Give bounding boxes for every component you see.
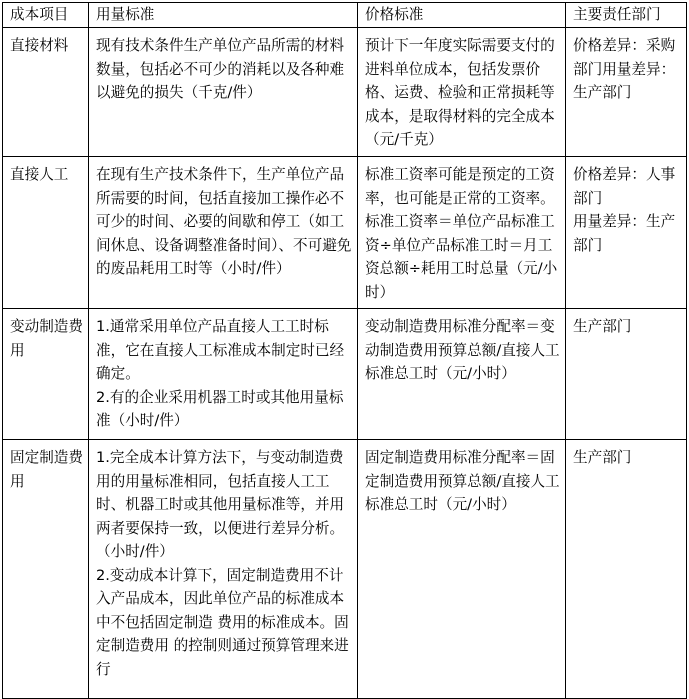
cell-cost-item: 直接材料: [3, 28, 89, 157]
cell-price-standard: [358, 157, 566, 309]
cell-usage-standard: [89, 309, 358, 440]
price-text: 固定制造费用标准分配率＝固 定制造费用预算总额/直接人工标准总工时（元/小时）: [365, 449, 560, 513]
cell-usage-standard: [89, 157, 358, 309]
cell-responsible-dept: [566, 28, 687, 157]
table-row-direct-material: [3, 28, 687, 157]
cell-price-standard: [358, 440, 566, 699]
cell-responsible-dept: [566, 157, 687, 309]
price-text: 标准工资率可能是预定的工资率，也可能是正常的工资率。标准工资率＝单位产品标准工资÷单位产品标准工时＝月工资总额÷耗用工时总量（元/小时）: [365, 166, 558, 301]
usage-text: 1.完全成本计算方法下，与变动制造费用的用量标准相同，包括直接人工工时、机器工时或其他用量标准等，并用两者要保持一致，以便进行差异分析。（小时/件）: [96, 449, 345, 560]
header-responsible-dept: 主要责任部门: [566, 3, 687, 28]
price-text: 变动制造费用标准分配率＝变动制造费用预算总额/直接人工标准总工时（元/小时）: [365, 318, 560, 382]
price-text: 预计下一年度实际需要支付的进料单位成本，包括发票价格、运费、检验和正常损耗等成本，是取得材料的完全成本（元/千克）: [365, 37, 555, 148]
dept-text: 生产部门: [573, 318, 632, 335]
usage-text: 2.变动成本计算下，固定制造费用不计入产品成本，因此单位产品的标准成本中不包括固定制造 费用的标准成本。固定制造费用 的控制则通过预算管理来进行: [96, 566, 349, 678]
standard-cost-table: [2, 2, 687, 699]
usage-text: 现有技术条件生产单位产品所需的材料数量，包括必不可少的消耗以及各种难以避免的损失（千克/件）: [96, 37, 345, 101]
dept-text: 用量差异：生产部门: [573, 213, 676, 254]
cell-cost-item: 变动制造费用: [3, 309, 89, 440]
cell-cost-item: 固定制造费用: [3, 440, 89, 699]
usage-text: 2.有的企业采用机器工时或其他用量标准（小时/件）: [96, 388, 344, 429]
cell-responsible-dept: [566, 440, 687, 699]
cell-usage-standard: [89, 440, 358, 699]
header-price-standard: 价格标准: [358, 3, 566, 28]
table-header-row: [3, 3, 687, 28]
cell-price-standard: [358, 309, 566, 440]
cell-usage-standard: [89, 28, 358, 157]
table-row-fixed-overhead: [3, 440, 687, 699]
header-usage-standard: 用量标准: [89, 3, 358, 28]
table-row-variable-overhead: [3, 309, 687, 440]
cell-responsible-dept: [566, 309, 687, 440]
header-cost-item: 成本项目: [3, 3, 89, 28]
table-row-direct-labor: [3, 157, 687, 309]
cell-price-standard: [358, 28, 566, 157]
usage-text: 1.通常采用单位产品直接人工工时标准，它在直接人工标准成本制定时已经确定。: [96, 318, 345, 382]
dept-text: 生产部门: [573, 449, 632, 466]
cell-cost-item: 直接人工: [3, 157, 89, 309]
dept-text: 价格差异：人事部门: [573, 166, 676, 207]
dept-text: 价格差异：采购部门用量差异：生产部门: [573, 37, 676, 101]
usage-text: 在现有生产技术条件下，生产单位产品所需要的时间，包括直接加工操作必不可少的时间、必要的间歇和停工（如工间休息、设备调整准备时间）、不可避免的废品耗用工时等（小时/件）: [96, 166, 352, 277]
